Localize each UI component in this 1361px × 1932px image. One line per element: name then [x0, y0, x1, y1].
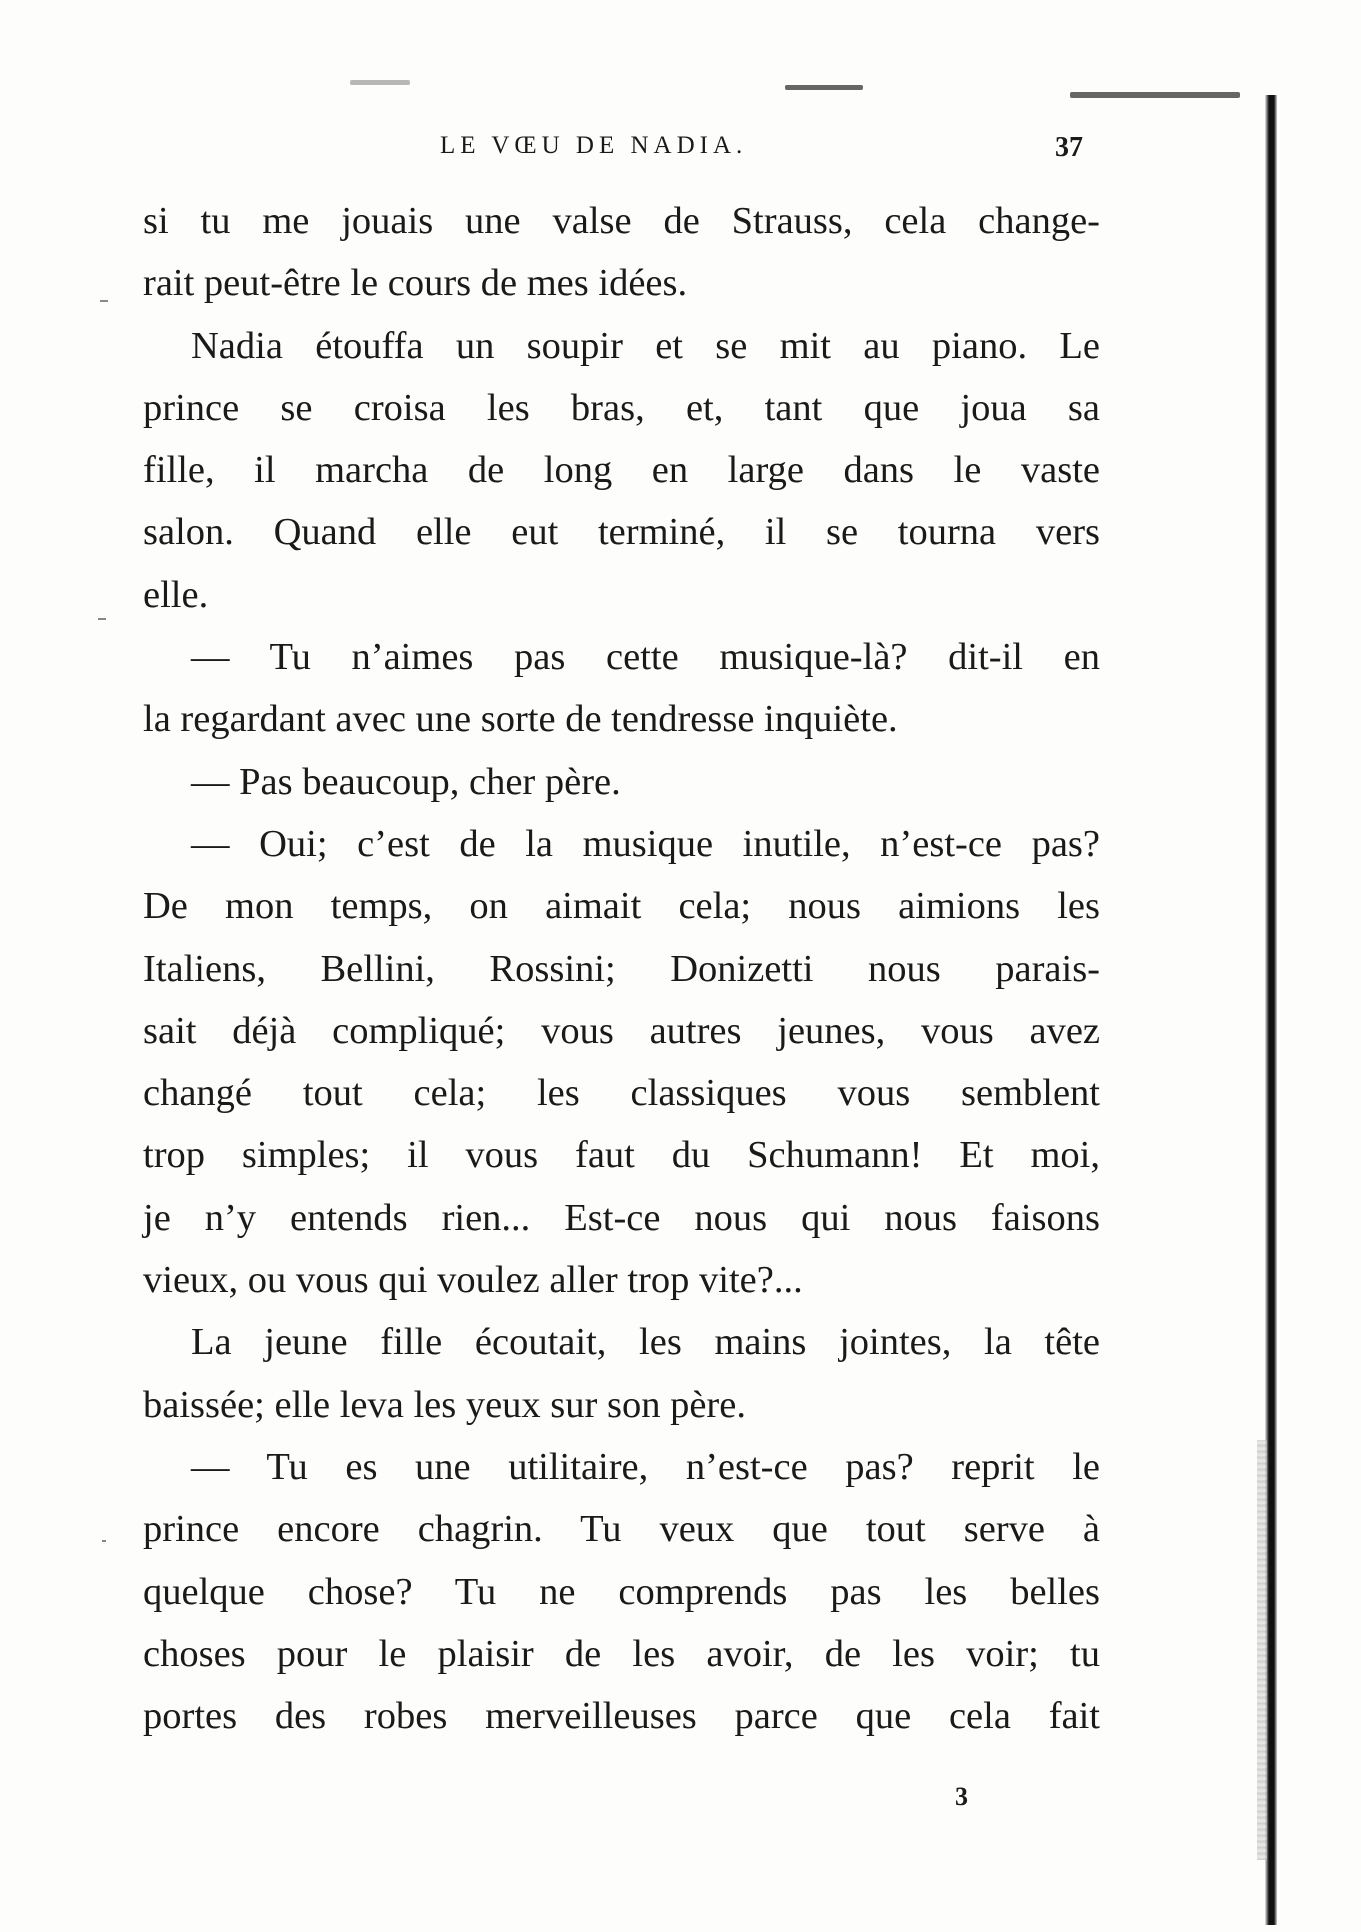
text-line: je n’y entends rien... Est-ce nous qui nous faisons: [143, 1196, 1100, 1239]
text-line: — Oui; c’est de la musique inutile, n’est-ce pas?: [191, 822, 1100, 865]
text-line: — Tu n’aimes pas cette musique-là? dit-il en: [191, 636, 1100, 679]
text-line: De mon temps, on aimait cela; nous aimions les: [143, 885, 1100, 928]
page-number: 37: [1055, 132, 1083, 163]
scan-smudge: [350, 80, 410, 85]
text-line: elle.: [143, 573, 209, 616]
margin-mark: [102, 1540, 106, 1542]
text-line: — Pas beaucoup, cher père.: [191, 760, 621, 803]
body-text: [143, 190, 1100, 1747]
scan-smudge: [1070, 92, 1240, 98]
text-line: la regardant avec une sorte de tendresse inquiète.: [143, 698, 898, 741]
text-line: prince encore chagrin. Tu veux que tout serve à: [143, 1508, 1100, 1551]
text-line: Nadia étouffa un soupir et se mit au piano. Le: [191, 324, 1100, 367]
text-line: trop simples; il vous faut du Schumann! Et moi,: [143, 1134, 1100, 1177]
scan-smudge: [785, 85, 863, 90]
margin-mark: [98, 618, 106, 620]
text-line: — Tu es une utilitaire, n’est-ce pas? reprit le: [191, 1445, 1100, 1488]
text-line: baissée; elle leva les yeux sur son père.: [143, 1383, 746, 1426]
running-title: LE VŒU DE NADIA.: [440, 132, 748, 159]
margin-mark: [100, 300, 108, 302]
text-line: vieux, ou vous qui voulez aller trop vite?...: [143, 1259, 803, 1302]
text-line: choses pour le plaisir de les avoir, de les voir; tu: [143, 1632, 1100, 1675]
text-line: si tu me jouais une valse de Strauss, cela change-: [143, 200, 1100, 242]
text-line: fille, il marcha de long en large dans le vaste: [143, 449, 1100, 492]
text-line: rait peut-être le cours de mes idées.: [143, 262, 688, 305]
text-line: prince se croisa les bras, et, tant que joua sa: [143, 386, 1100, 429]
text-line: portes des robes merveilleuses parce que cela fait: [143, 1695, 1100, 1738]
text-line: sait déjà compliqué; vous autres jeunes, vous avez: [143, 1009, 1100, 1052]
text-line: changé tout cela; les classiques vous semblent: [143, 1072, 1100, 1115]
signature-mark: 3: [955, 1782, 968, 1811]
text-line: quelque chose? Tu ne comprends pas les belles: [143, 1570, 1100, 1613]
page-edge-texture: [1257, 1440, 1267, 1860]
text-line: La jeune fille écoutait, les mains jointes, la tête: [191, 1321, 1100, 1364]
text-line: salon. Quand elle eut terminé, il se tourna vers: [143, 511, 1100, 554]
text-line: Italiens, Bellini, Rossini; Donizetti nous parais-: [143, 947, 1100, 990]
